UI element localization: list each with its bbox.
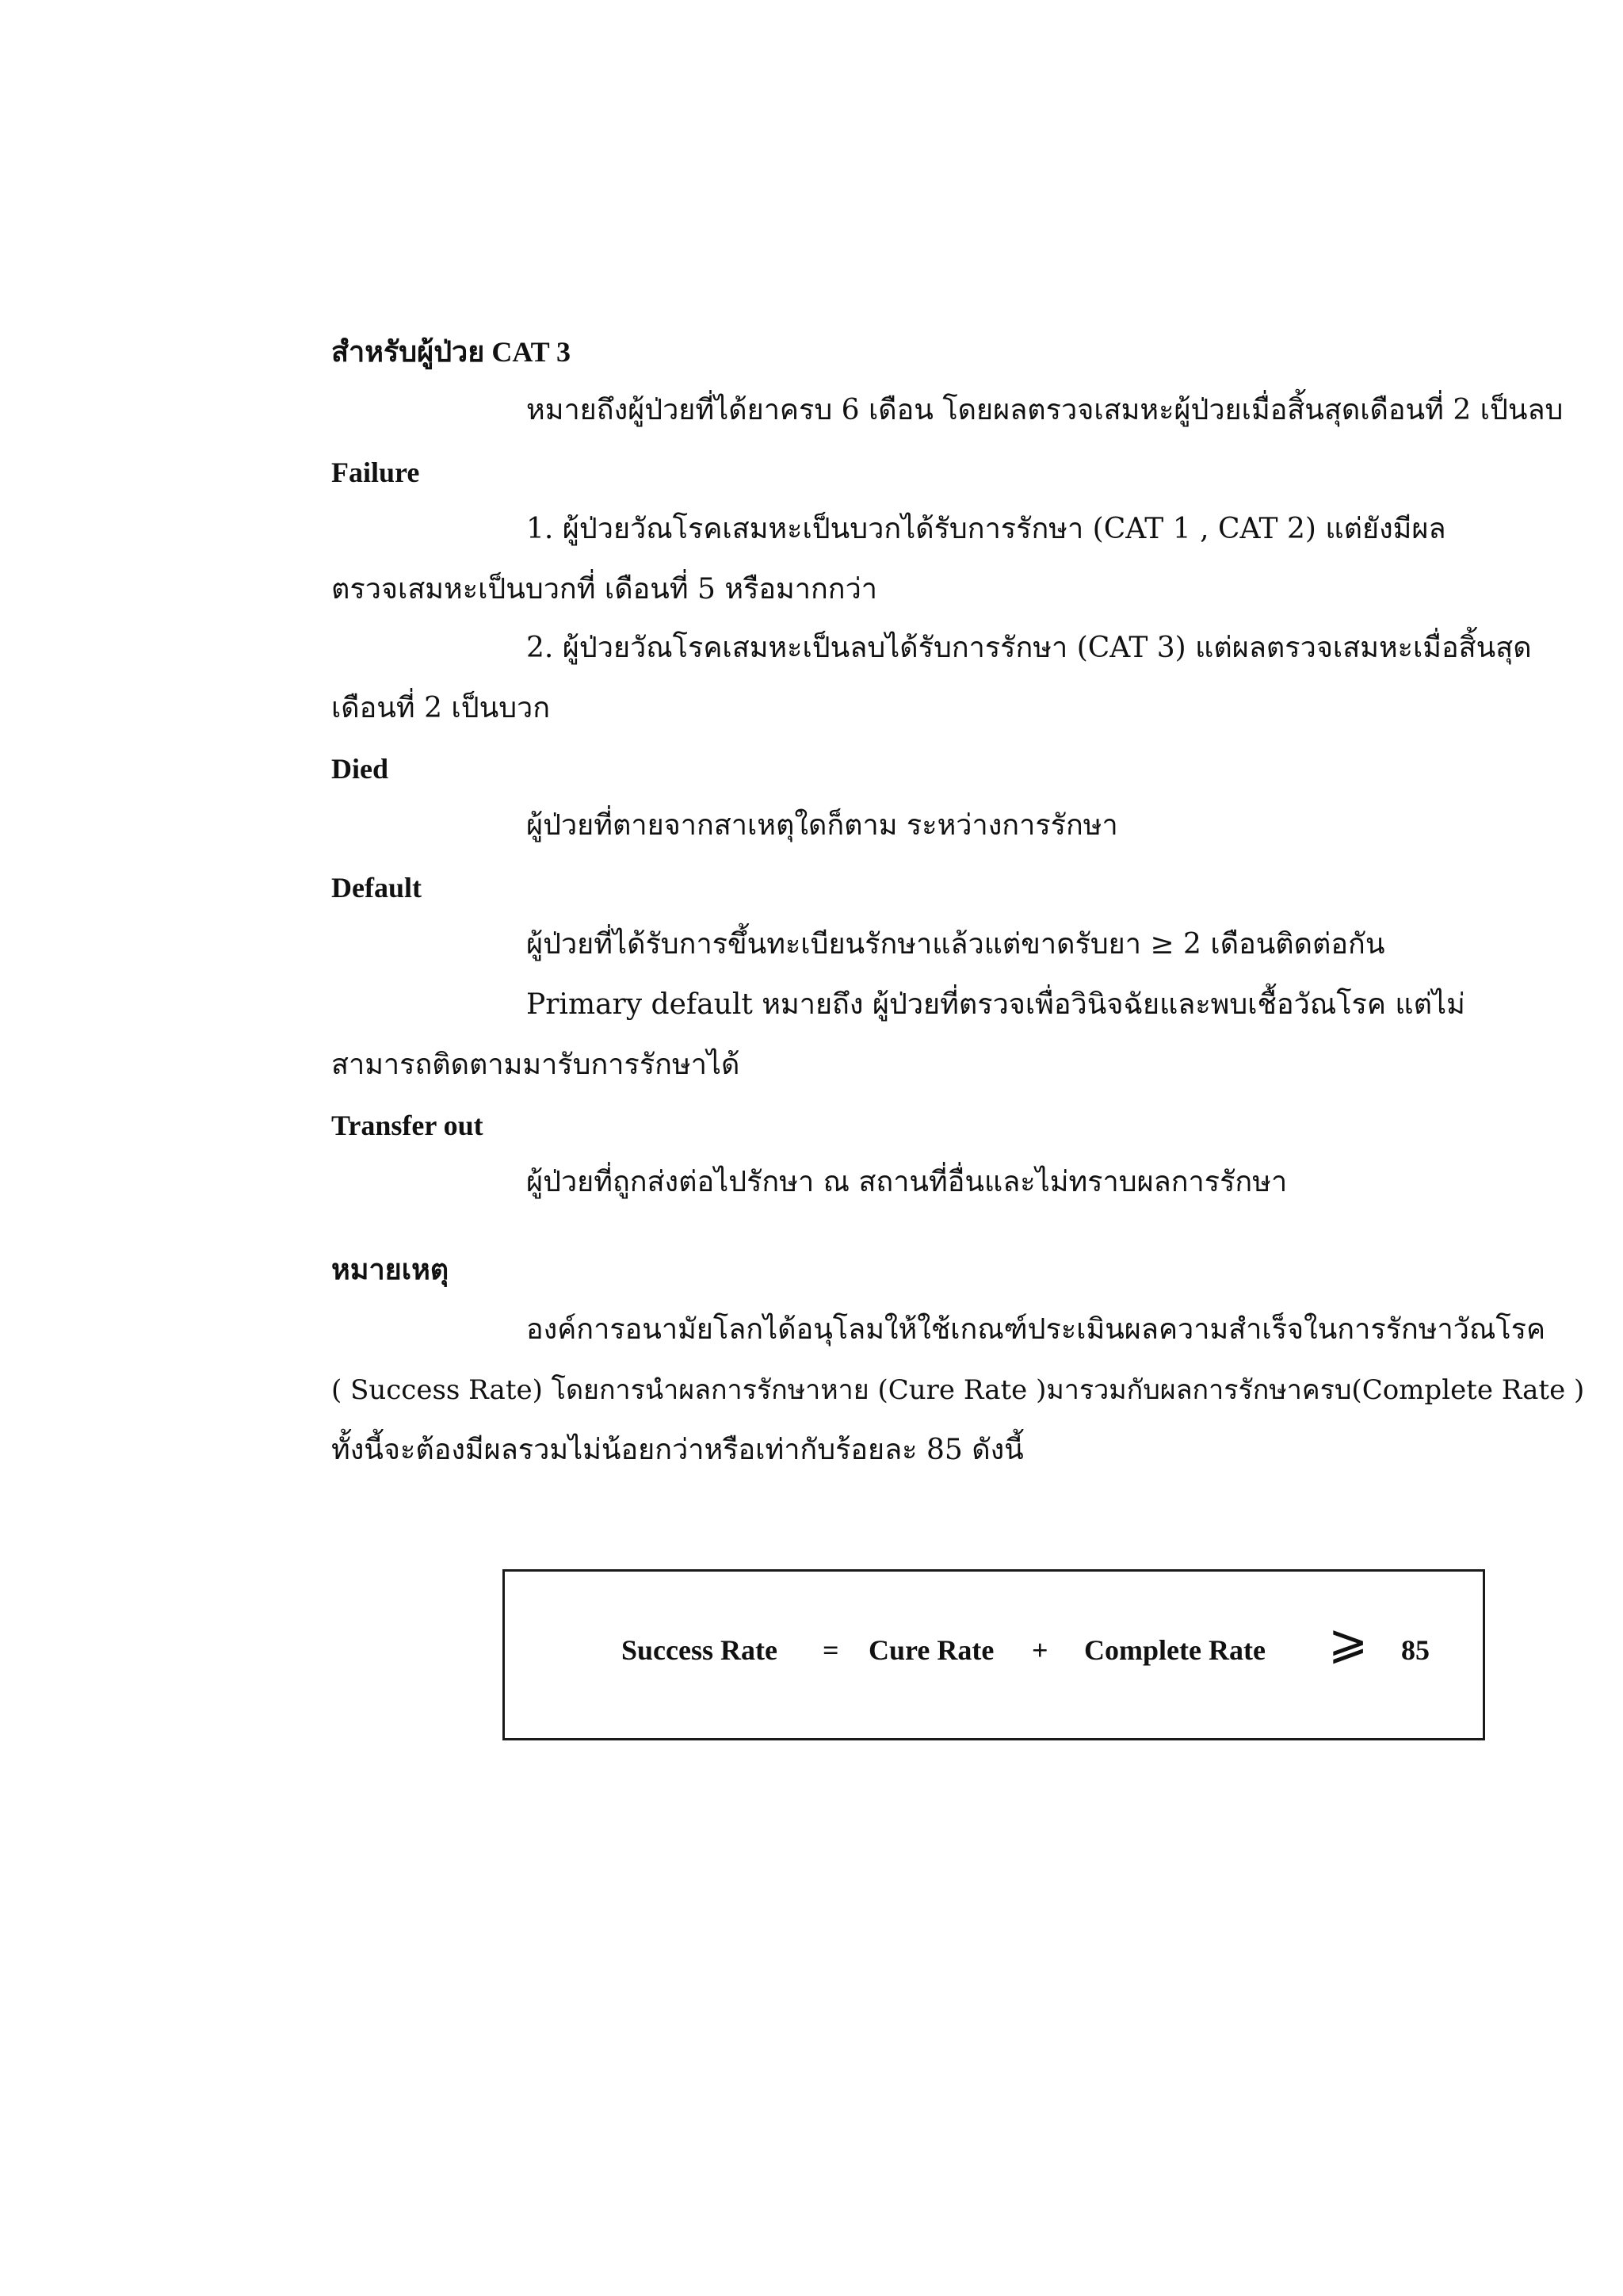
formula-success-rate: Success Rate [621, 1634, 777, 1666]
died-definition: ผู้ป่วยที่ตายจากสาเหตุใดก็ตาม ระหว่างการรักษา [526, 809, 1118, 842]
failure-item2-line2: เดือนที่ 2 เป็นบวก [331, 692, 551, 724]
note-line2: ( Success Rate) โดยการนำผลการรักษาหาย (Cure Rate )มารวมกับผลการรักษาครบ(Complete Rate ) [331, 1374, 1585, 1406]
transfer-out-heading: Transfer out [331, 1110, 483, 1141]
default-definition: ผู้ป่วยที่ได้รับการขึ้นทะเบียนรักษาแล้วแต่ขาดรับยา ≥ 2 เดือนติดต่อกัน [526, 928, 1385, 961]
died-heading: Died [331, 753, 388, 785]
formula-geq-sign: ⩾ [1328, 1616, 1369, 1668]
default-heading: Default [331, 872, 422, 904]
cat3-definition: หมายถึงผู้ป่วยที่ได้ยาครบ 6 เดือน โดยผลตรวจเสมหะผู้ป่วยเมื่อสิ้นสุดเดือนที่ 2 เป็นลบ [526, 394, 1564, 426]
note-line1: องค์การอนามัยโลกได้อนุโลมให้ใช้เกณฑ์ประเมินผลความสำเร็จในการรักษาวัณโรค [526, 1313, 1546, 1346]
formula-complete-rate: Complete Rate [1084, 1634, 1266, 1666]
formula-threshold: 85 [1401, 1634, 1430, 1666]
failure-item2-line1: 2. ผู้ป่วยวัณโรคเสมหะเป็นลบได้รับการรักษา (CAT 3) แต่ผลตรวจเสมหะเมื่อสิ้นสุด [526, 632, 1532, 664]
primary-default-line2: สามารถติดตามมารับการรักษาได้ [331, 1049, 740, 1081]
transfer-out-definition: ผู้ป่วยที่ถูกส่งต่อไปรักษา ณ สถานที่อื่นและไม่ทราบผลการรักษา [526, 1166, 1288, 1198]
formula-plus: + [1032, 1634, 1048, 1666]
primary-default-line1: Primary default หมายถึง ผู้ป่วยที่ตรวจเพื่อวินิจฉัยและพบเชื้อวัณโรค แต่ไม่ [526, 988, 1465, 1021]
note-line3: ทั้งนี้จะต้องมีผลรวมไม่น้อยกว่าหรือเท่ากับร้อยละ 85 ดังนี้ [331, 1434, 1024, 1466]
cat3-heading: สำหรับผู้ป่วย CAT 3 [331, 336, 571, 368]
formula-equals: = [823, 1634, 839, 1666]
note-heading: หมายเหตุ [331, 1254, 449, 1286]
failure-item1-line2: ตรวจเสมหะเป็นบวกที่ เดือนที่ 5 หรือมากกว่า [331, 573, 877, 606]
failure-item1-line1: 1. ผู้ป่วยวัณโรคเสมหะเป็นบวกได้รับการรักษา (CAT 1 , CAT 2) แต่ยังมีผล [526, 513, 1446, 545]
failure-heading: Failure [331, 457, 420, 488]
formula-cure-rate: Cure Rate [869, 1634, 995, 1666]
